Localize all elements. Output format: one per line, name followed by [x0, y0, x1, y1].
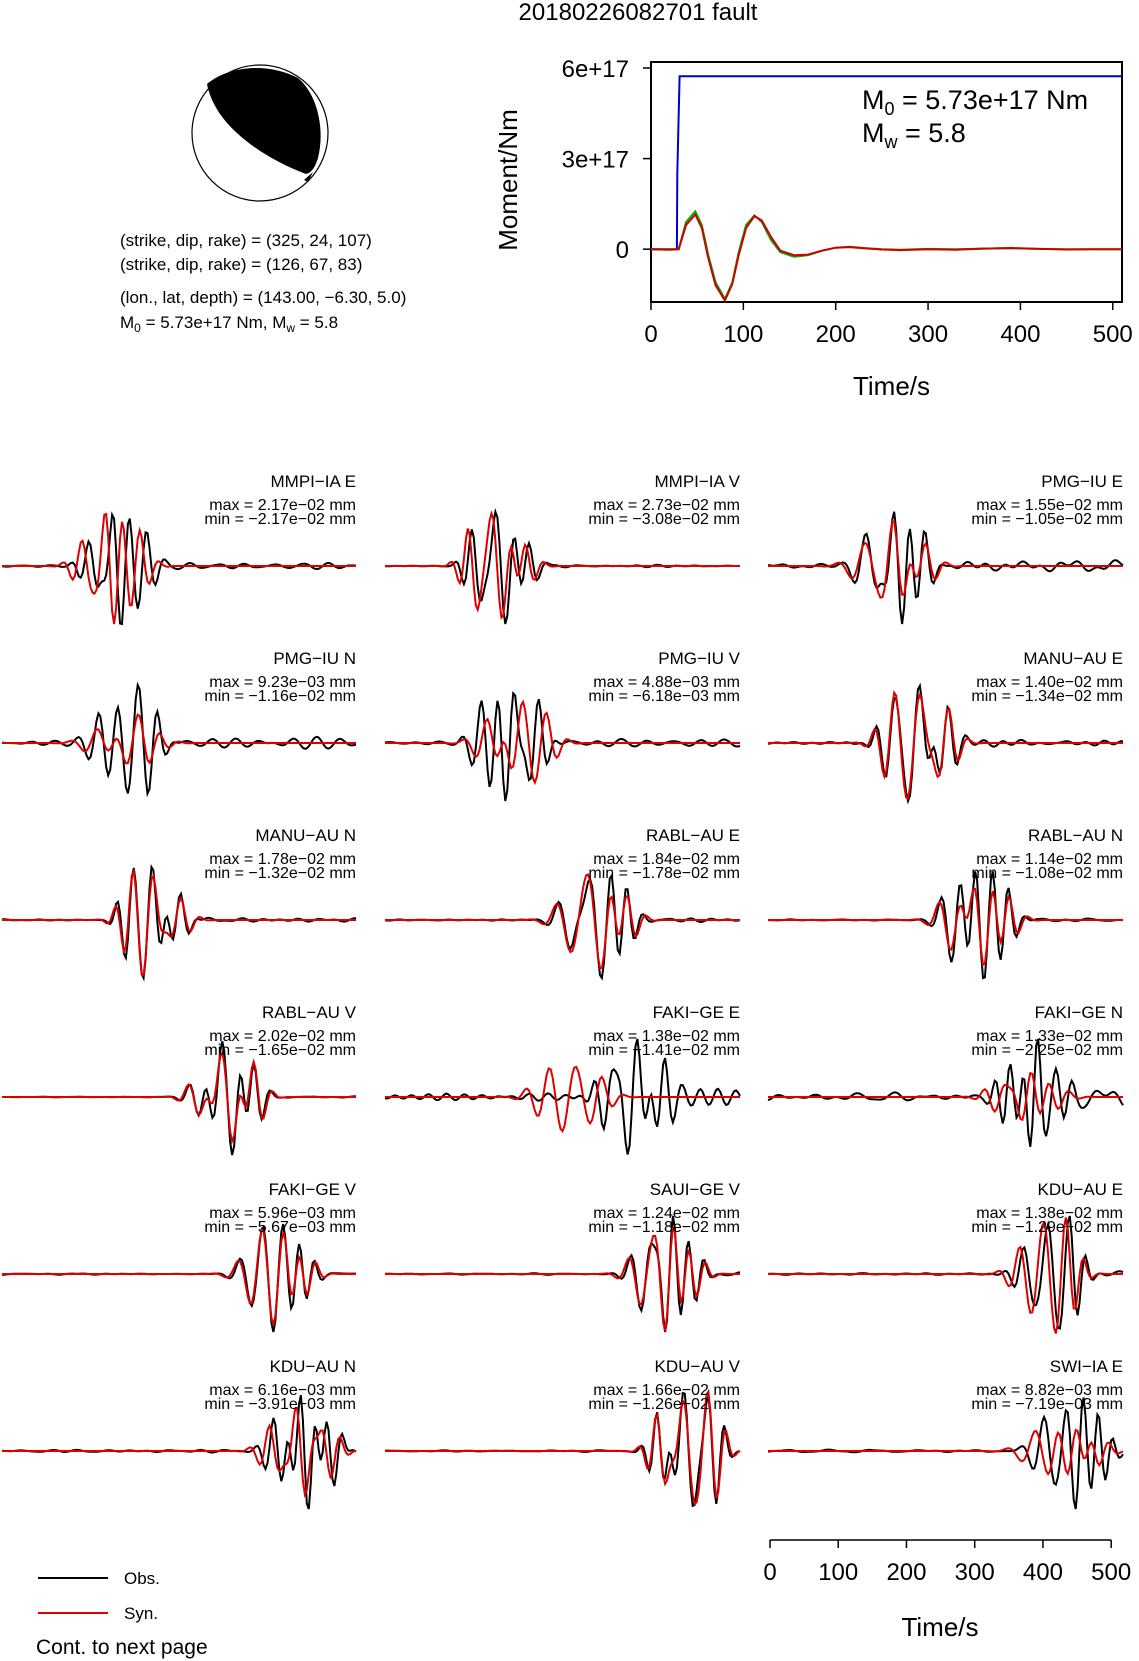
waveform-panel: [2, 472, 356, 624]
min-amplitude-label: min = −6.18e−03 mm: [588, 688, 740, 705]
moment-xtick-label: 100: [723, 321, 764, 348]
waveform-panel: [768, 1003, 1123, 1147]
moment-ytick-label: 3e+17: [561, 146, 629, 174]
figure-title: 20180226082701 fault: [518, 0, 758, 26]
legend-syn-label: Syn.: [124, 1604, 159, 1623]
min-amplitude-label: min = −2.25e−02 mm: [971, 1042, 1123, 1059]
observed-trace: [768, 512, 1123, 624]
min-amplitude-label: min = −1.65e−02 mm: [204, 1042, 356, 1059]
moment-ylabel: Moment/Nm: [493, 109, 523, 251]
station-label: KDU−AU V: [654, 1357, 740, 1376]
station-label: FAKI−GE V: [268, 1180, 356, 1199]
waveform-panel: [385, 1357, 741, 1506]
legend-obs-label: Obs.: [124, 1569, 160, 1588]
min-amplitude-label: min = −5.67e−03 mm: [204, 1219, 356, 1236]
station-label: PMG−IU E: [1041, 472, 1123, 491]
waveform-time-axis: [763, 1540, 1131, 1642]
max-amplitude-label: max = 2.02e−02 mm: [209, 1028, 356, 1045]
station-label: RABL−AU E: [645, 826, 740, 845]
synthetic-trace: [2, 715, 356, 764]
station-label: KDU−AU N: [269, 1357, 356, 1376]
moment-xlabel: Time/s: [852, 371, 931, 401]
moment-ytick-label: 6e+17: [561, 56, 629, 84]
station-label: MMPI−IA V: [654, 472, 740, 491]
observed-trace: [768, 1398, 1123, 1510]
station-label: MANU−AU E: [1023, 649, 1123, 668]
synthetic-trace: [2, 1053, 356, 1141]
max-amplitude-label: max = 1.84e−02 mm: [593, 851, 740, 868]
bottom-xtick-label: 400: [1022, 1559, 1063, 1586]
moment-xtick-label: 0: [644, 321, 658, 348]
plane1-text: (strike, dip, rake) = (325, 24, 107): [120, 231, 372, 250]
synthetic-trace: [385, 702, 740, 783]
max-amplitude-label: max = 1.38e−02 mm: [593, 1028, 740, 1045]
station-label: PMG−IU N: [273, 649, 356, 668]
synthetic-trace: [768, 1073, 1123, 1120]
moment-series-line-2: [651, 215, 1122, 301]
synthetic-trace: [2, 1230, 356, 1325]
max-amplitude-label: max = 1.33e−02 mm: [976, 1028, 1123, 1045]
moment-xtick-label: 300: [908, 321, 949, 348]
max-amplitude-label: max = 6.16e−03 mm: [209, 1382, 356, 1399]
min-amplitude-label: min = −1.16e−02 mm: [204, 688, 356, 705]
min-amplitude-label: min = −1.32e−02 mm: [204, 865, 356, 882]
station-label: PMG−IU V: [658, 649, 740, 668]
min-amplitude-label: min = −1.05e−02 mm: [971, 511, 1123, 528]
min-amplitude-label: min = −7.19e−03 mm: [971, 1396, 1123, 1413]
moment-xtick-label: 500: [1092, 321, 1133, 348]
max-amplitude-label: max = 8.82e−03 mm: [976, 1382, 1123, 1399]
moment-xtick-label: 200: [815, 321, 856, 348]
station-label: KDU−AU E: [1037, 1180, 1123, 1199]
continuation-note: Cont. to next page: [36, 1636, 208, 1659]
min-amplitude-label: min = −3.08e−02 mm: [588, 511, 740, 528]
moment-ytick-label: 0: [615, 237, 629, 265]
max-amplitude-label: max = 1.78e−02 mm: [209, 851, 356, 868]
min-amplitude-label: min = −1.18e−02 mm: [588, 1219, 740, 1236]
waveform-panel: [2, 1357, 356, 1509]
synthetic-trace: [385, 1227, 740, 1331]
waveform-panel: [2, 1003, 357, 1155]
waveform-panel: [768, 649, 1123, 801]
legend: [38, 1569, 160, 1623]
min-amplitude-label: min = −1.34e−02 mm: [971, 688, 1123, 705]
waveform-panel: [385, 1180, 741, 1332]
moment-annotation-mw: $M_w = 5.8$: [862, 118, 966, 152]
waveform-panel: [768, 826, 1123, 978]
bottom-xtick-label: 300: [954, 1559, 995, 1586]
waveform-panel: [2, 826, 356, 978]
station-label: FAKI−GE N: [1034, 1003, 1123, 1022]
waveform-panel: [768, 472, 1123, 624]
waveform-grid: [2, 472, 1123, 1509]
synthetic-trace: [2, 871, 356, 975]
max-amplitude-label: max = 1.14e−02 mm: [976, 851, 1123, 868]
max-amplitude-label: max = 5.96e−03 mm: [209, 1205, 356, 1222]
station-label: MMPI−IA E: [270, 472, 356, 491]
moment-xtick-label: 400: [1000, 321, 1041, 348]
waveform-panel: [2, 649, 356, 794]
synthetic-trace: [768, 693, 1123, 799]
observed-trace: [2, 867, 356, 978]
waveform-panel: [768, 1357, 1123, 1509]
waveform-panel: [768, 1180, 1123, 1333]
max-amplitude-label: max = 2.17e−02 mm: [209, 497, 356, 514]
plane2-text: (strike, dip, rake) = (126, 67, 83): [120, 255, 363, 274]
max-amplitude-label: max = 1.38e−02 mm: [976, 1205, 1123, 1222]
bottom-xtick-label: 100: [818, 1559, 859, 1586]
max-amplitude-label: max = 1.40e−02 mm: [976, 674, 1123, 691]
max-amplitude-label: max = 9.23e−03 mm: [209, 674, 356, 691]
bottom-xlabel: Time/s: [901, 1612, 979, 1642]
location-text: (lon., lat, depth) = (143.00, −6.30, 5.0): [120, 288, 407, 307]
bottom-xtick-label: 500: [1091, 1559, 1132, 1586]
max-amplitude-label: max = 4.88e−03 mm: [593, 674, 740, 691]
max-amplitude-label: max = 1.24e−02 mm: [593, 1205, 740, 1222]
station-label: MANU−AU N: [255, 826, 356, 845]
station-label: SAUI−GE V: [649, 1180, 740, 1199]
observed-trace: [385, 876, 740, 978]
waveform-panel: [2, 1180, 357, 1332]
max-amplitude-label: max = 1.55e−02 mm: [976, 497, 1123, 514]
station-label: RABL−AU N: [1028, 826, 1123, 845]
station-label: SWI−IA E: [1049, 1357, 1123, 1376]
moment-text: $M_0 = 5.73e+17$ Nm, $M_w = 5.8$: [120, 313, 339, 335]
bottom-xtick-label: 200: [886, 1559, 927, 1586]
min-amplitude-label: min = −1.29e−02 mm: [971, 1219, 1123, 1236]
moment-series-line-1: [651, 211, 1122, 299]
min-amplitude-label: min = −1.41e−02 mm: [588, 1042, 740, 1059]
max-amplitude-label: max = 1.66e−02 mm: [593, 1382, 740, 1399]
waveform-panel: [385, 649, 741, 801]
waveform-panel: [385, 472, 741, 624]
synthetic-trace: [768, 521, 1123, 597]
min-amplitude-label: min = −1.08e−02 mm: [971, 865, 1123, 882]
bottom-xtick-label: 0: [763, 1559, 777, 1586]
focal-mechanism-beachball-icon: [192, 65, 328, 201]
max-amplitude-label: max = 2.73e−02 mm: [593, 497, 740, 514]
synthetic-trace: [385, 514, 740, 618]
min-amplitude-label: min = −3.91e−03 mm: [204, 1396, 356, 1413]
min-amplitude-label: min = −1.26e−02 mm: [588, 1396, 740, 1413]
observed-trace: [2, 515, 356, 624]
synthetic-trace: [768, 889, 1123, 965]
waveform-panel: [385, 1003, 740, 1155]
station-label: FAKI−GE E: [652, 1003, 740, 1022]
observed-trace: [385, 512, 740, 624]
min-amplitude-label: min = −2.17e−02 mm: [204, 511, 356, 528]
waveform-panel: [385, 826, 740, 978]
min-amplitude-label: min = −1.78e−02 mm: [588, 865, 740, 882]
moment-rate-chart: [493, 56, 1133, 401]
moment-annotation-m0: $M_0 = 5.73e+17$ Nm: [862, 85, 1089, 119]
station-label: RABL−AU V: [261, 1003, 356, 1022]
